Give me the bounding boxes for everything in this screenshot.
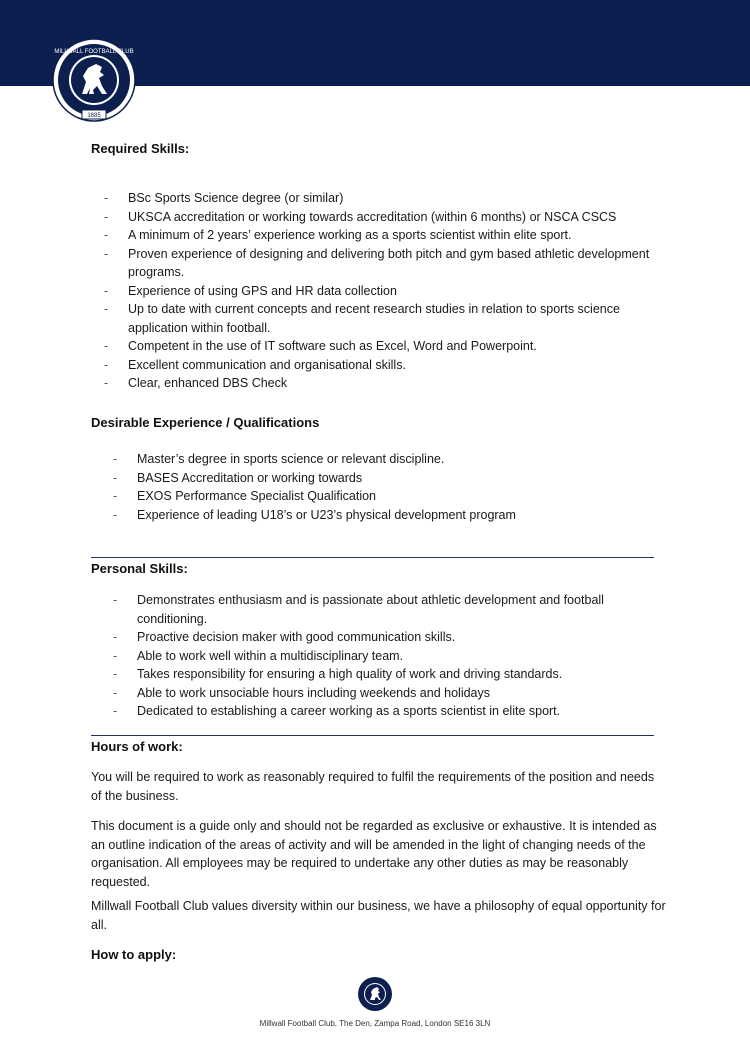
list-item: - Experience of leading U18’s or U23’s physical development program (113, 506, 663, 525)
list-item: - BASES Accreditation or working towards (113, 469, 663, 488)
list-item: - Competent in the use of IT software such as Excel, Word and Powerpoint. (104, 337, 664, 356)
list-item: - Able to work unsociable hours including weekends and holidays (113, 684, 633, 703)
list-item: - Proactive decision maker with good communication skills. (113, 628, 633, 647)
svg-text:MILLWALL FOOTBALL CLUB: MILLWALL FOOTBALL CLUB (54, 49, 134, 55)
list-item: - Takes responsibility for ensuring a high quality of work and driving standards. (113, 665, 633, 684)
list-item: - Demonstrates enthusiasm and is passionate about athletic development and football conditioning. (113, 591, 633, 628)
footer-crest-logo (357, 976, 393, 1012)
list-item: - Dedicated to establishing a career working as a sports scientist in elite sport. (113, 702, 633, 721)
required-skills-list (104, 189, 664, 393)
required-skills-heading: Required Skills: (91, 141, 190, 156)
desirable-list (113, 450, 663, 524)
section-divider (91, 735, 654, 736)
list-item: - BSc Sports Science degree (or similar) (104, 189, 664, 208)
list-item: - EXOS Performance Specialist Qualification (113, 487, 663, 506)
club-crest-logo (52, 38, 136, 122)
svg-text:1885: 1885 (87, 113, 101, 119)
diversity-paragraph: Millwall Football Club values diversity within our business, we have a philosophy of equal opportunity for all. (91, 899, 666, 932)
list-item: - Able to work well within a multidisciplinary team. (113, 647, 633, 666)
list-item: - Up to date with current concepts and recent research studies in relation to sports science application within football. (104, 300, 664, 337)
list-item: - Experience of using GPS and HR data collection (104, 282, 664, 301)
how-to-apply-heading: How to apply: (91, 947, 177, 962)
personal-skills-heading: Personal Skills: (91, 561, 188, 576)
list-item: - Clear, enhanced DBS Check (104, 374, 664, 393)
list-item: - Proven experience of designing and delivering both pitch and gym based athletic development programs. (104, 245, 664, 282)
footer-address: Millwall Football Club, The Den, Zampa Road, London SE16 3LN (259, 1019, 491, 1028)
section-divider (91, 557, 654, 558)
list-item: - A minimum of 2 years’ experience working as a sports scientist within elite sport. (104, 226, 664, 245)
list-item: - Excellent communication and organisational skills. (104, 356, 664, 375)
disclaimer-paragraph: This document is a guide only and should not be regarded as exclusive or exhaustive. It is intended as an outline indication of the areas of activity and will be amended in the light of changing needs of the organisation. All employees may be required to undertake any other duties as may be reasonably requested. (91, 819, 657, 889)
list-item: - UKSCA accreditation or working towards accreditation (within 6 months) or NSCA CSCS (104, 208, 664, 227)
list-item: - Master’s degree in sports science or relevant discipline. (113, 450, 663, 469)
personal-skills-list (113, 591, 633, 721)
desirable-heading: Desirable Experience / Qualifications (91, 415, 320, 430)
hours-heading: Hours of work: (91, 739, 183, 754)
hours-paragraph: You will be required to work as reasonably required to fulfil the requirements of the position and needs of the business. (91, 770, 655, 803)
